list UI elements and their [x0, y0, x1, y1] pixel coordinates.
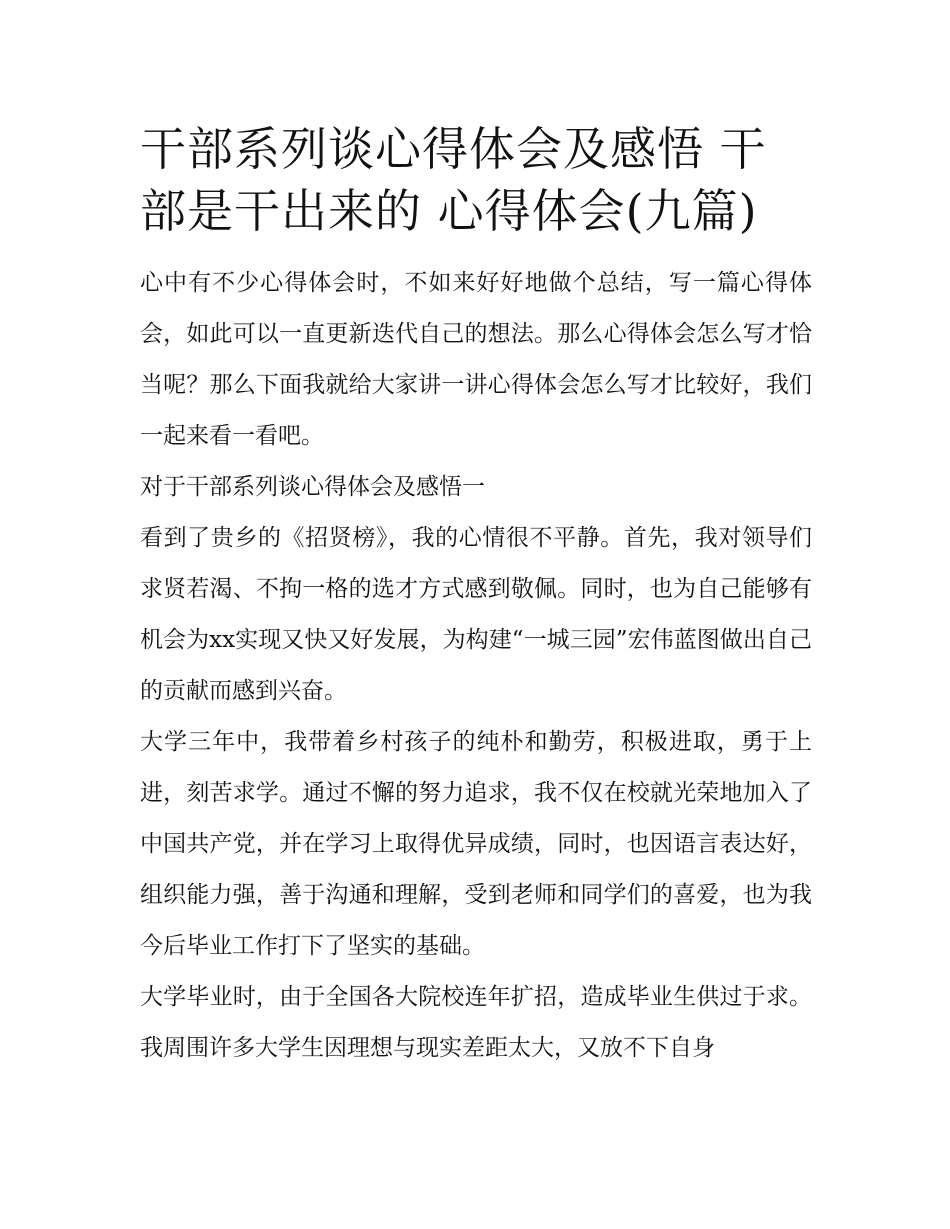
intro-paragraph: 心中有不少心得体会时，不如来好好地做个总结，写一篇心得体会，如此可以一直更新迭代自己的想法。那么心得体会怎么写才恰当呢？那么下面我就给大家讲一讲心得体会怎么写才比较好，我们一起来看一看吧。: [140, 270, 812, 449]
body-paragraph: 看到了贵乡的《招贤榜》，我的心情很不平静。首先，我对领导们求贤若渴、不拘一格的选才方式感到敬佩。同时，也为自己能够有机会为xx实现又快又好发展，为构建“一城三园”宏伟蓝图做出自己的贡献而感到兴奋。: [140, 525, 812, 704]
body-paragraph: 大学毕业时，由于全国各大院校连年扩招，造成毕业生供过于求。我周围许多大学生因理想与现实差距太大，又放不下自身: [140, 984, 812, 1061]
document-page: [140, 118, 812, 1074]
document-title: 干部系列谈心得体会及感悟 干部是干出来的 心得体会(九篇): [140, 122, 767, 238]
section-heading: 对于干部系列谈心得体会及感悟一: [140, 474, 485, 500]
body-paragraph: 大学三年中，我带着乡村孩子的纯朴和勤劳，积极进取，勇于上进，刻苦求学。通过不懈的努力追求，我不仅在校就光荣地加入了中国共产党，并在学习上取得优异成绩，同时，也因语言表达好，组织能力强，善于沟通和理解，受到老师和同学们的喜爱，也为我今后毕业工作打下了坚实的基础。: [140, 729, 812, 959]
